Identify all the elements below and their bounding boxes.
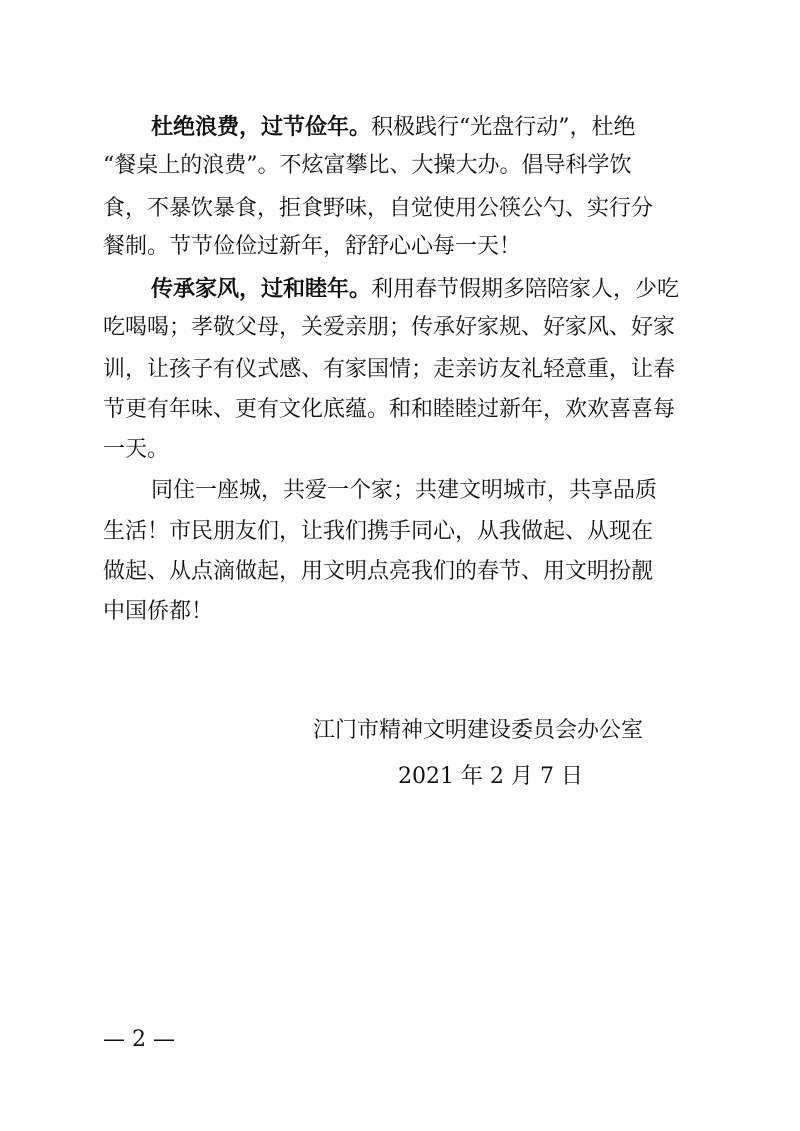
paragraph-2-line-4: 节更有年味、更有文化底蕴。和和睦睦过新年，欢欢喜喜每 [103,397,676,422]
signature-date: 2021 年 2 月 7 日 [398,764,583,789]
paragraph-1-line-2: “餐桌上的浪费”。不炫富攀比、大操大办。倡导科学饮 [103,153,632,178]
paragraph-2-line-5: 一天。 [103,437,170,462]
paragraph-2-line-3: 训，让孩子有仪式感、有家国情；走亲访友礼轻意重，让春 [103,357,676,382]
page-number: — 2 — [103,1027,175,1052]
paragraph-1-text: 积极践行“光盘行动”，杜绝 [371,115,636,140]
paragraph-2-line-2: 吃喝喝；孝敬父母，关爱亲朋；传承好家规、好家风、好家 [103,315,676,340]
paragraph-1-line-3: 食，不暴饮暴食，拒食野味，自觉使用公筷公勺、实行分 [103,196,654,221]
paragraph-2-line-1 [151,269,679,309]
signature-organization: 江门市精神文明建设委员会办公室 [313,718,644,743]
paragraph-2-heading: 传承家风，过和睦年。 [151,276,372,302]
paragraph-3-line-3: 做起、从点滴做起，用文明点亮我们的春节、用文明扮靓 [103,559,654,584]
paragraph-3-line-1: 同住一座城，共爱一个家；共建文明城市，共享品质 [151,478,658,503]
paragraph-1-line-4: 餐制。节节俭俭过新年，舒舒心心每一天！ [103,234,522,259]
paragraph-3-line-2: 生活！市民朋友们，让我们携手同心，从我做起、从现在 [103,519,654,544]
paragraph-1-line-1 [151,107,636,147]
paragraph-2-text: 利用春节假期多陪陪家人，少吃 [371,277,680,302]
paragraph-3-line-4: 中国侨都！ [103,599,214,624]
paragraph-1-heading: 杜绝浪费，过节俭年。 [151,114,372,140]
